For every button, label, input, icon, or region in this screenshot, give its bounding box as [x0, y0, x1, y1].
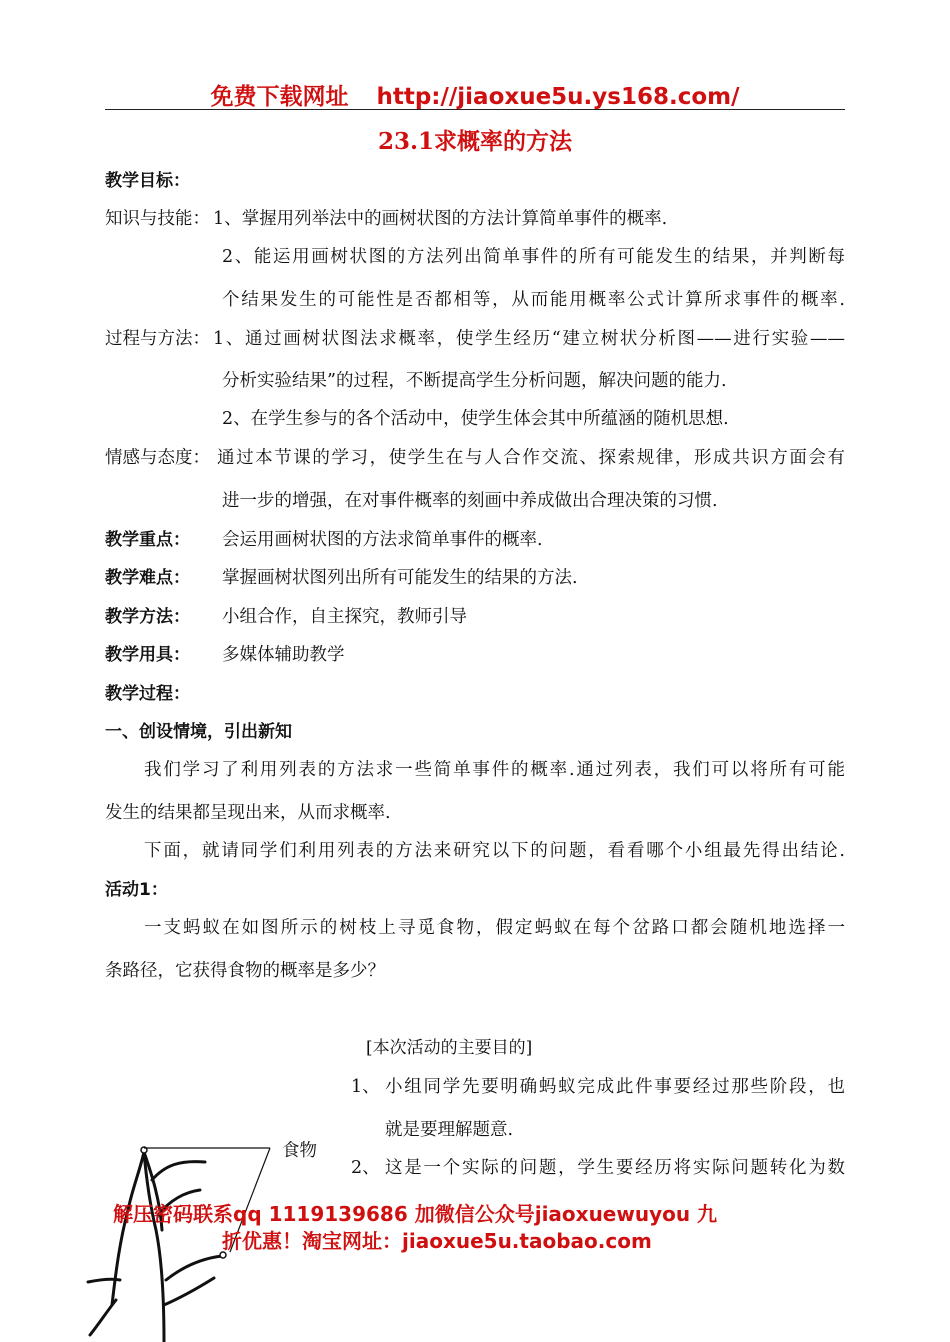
difficulty-label: 教学难点：: [105, 568, 190, 588]
process-heading: 教学过程：: [105, 684, 190, 704]
knowledge-label: 知识与技能：: [105, 209, 210, 229]
emotion-text-b: 进一步的增强，在对事件概率的刻画中养成做出合理决策的习惯.: [222, 491, 718, 511]
footer-shop-line[interactable]: 折优惠！淘宝网址：jiaoxue5u.taobao.com: [222, 1229, 652, 1253]
purpose-heading: [本次活动的主要目的]: [366, 1038, 533, 1058]
section1-paragraph-1b: 发生的结果都呈现出来，从而求概率.: [105, 803, 391, 823]
process-item-1a: 1、通过画树状图法求概率，使学生经历“建立树状分析图——进行实验——: [213, 329, 845, 349]
process-item-1b: 分析实验结果”的过程，不断提高学生分析问题，解决问题的能力.: [222, 371, 727, 391]
purpose-item-1b: 就是要理解题意.: [385, 1120, 514, 1140]
emotion-text-a: 通过本节课的学习，使学生在与人合作交流、探索规律，形成共识方面会有: [217, 448, 845, 468]
header-divider: [105, 109, 845, 110]
section1-paragraph-2: 下面，就请同学们利用列表的方法来研究以下的问题，看看哪个小组最先得出结论.: [144, 841, 845, 861]
difficulty-text: 掌握画树状图列出所有可能发生的结果的方法.: [222, 568, 578, 588]
activity-heading: 活动1：: [105, 880, 168, 900]
tools-label: 教学用具：: [105, 645, 190, 665]
key-point-label: 教学重点：: [105, 530, 190, 550]
goals-heading: 教学目标：: [105, 171, 190, 191]
page-title: 23.1求概率的方法: [377, 128, 573, 155]
section1-paragraph-1a: 我们学习了利用列表的方法求一些简单事件的概率.通过列表，我们可以将所有可能: [144, 760, 845, 780]
process-item-2: 2、在学生参与的各个活动中，使学生体会其中所蕴涵的随机思想.: [222, 409, 729, 429]
footer-contact-line: 解压密码联系qq 1119139686 加微信公众号jiaoxuewuyou 九: [113, 1202, 718, 1226]
activity-text-b: 条路径，它获得食物的概率是多少？: [105, 961, 385, 981]
purpose-item-1a: 小组同学先要明确蚂蚁完成此件事要经过那些阶段，也: [385, 1077, 845, 1097]
method-text: 小组合作，自主探究，教师引导: [222, 607, 467, 627]
activity-text-a: 一支蚂蚁在如图所示的树枝上寻觅食物，假定蚂蚁在每个岔路口都会随机地选择一: [144, 918, 845, 938]
knowledge-item-2b: 个结果发生的可能性是否都相等，从而能用概率公式计算所求事件的概率.: [222, 290, 845, 310]
method-label: 教学方法：: [105, 607, 190, 627]
key-point-text: 会运用画树状图的方法求简单事件的概率.: [222, 530, 543, 550]
purpose-item-2a: 这是一个实际的问题，学生要经历将实际问题转化为数: [385, 1158, 845, 1178]
purpose-item-2-number: 2、: [351, 1158, 380, 1178]
emotion-label: 情感与态度：: [105, 448, 210, 468]
food-label: 食物: [282, 1141, 317, 1161]
section1-heading: 一、创设情境，引出新知: [105, 722, 292, 742]
site-label: 免费下载网址: [210, 84, 349, 110]
site-url-link[interactable]: http://jiaoxue5u.ys168.com/: [376, 84, 740, 110]
knowledge-item-1: 1、掌握用列举法中的画树状图的方法计算简单事件的概率.: [213, 209, 668, 229]
purpose-item-1-number: 1、: [351, 1077, 380, 1097]
knowledge-item-2a: 2、能运用画树状图的方法列出简单事件的所有可能发生的结果，并判断每: [222, 247, 845, 267]
process-label: 过程与方法：: [105, 329, 210, 349]
site-header: [105, 78, 845, 111]
tools-text: 多媒体辅助教学: [222, 645, 345, 665]
